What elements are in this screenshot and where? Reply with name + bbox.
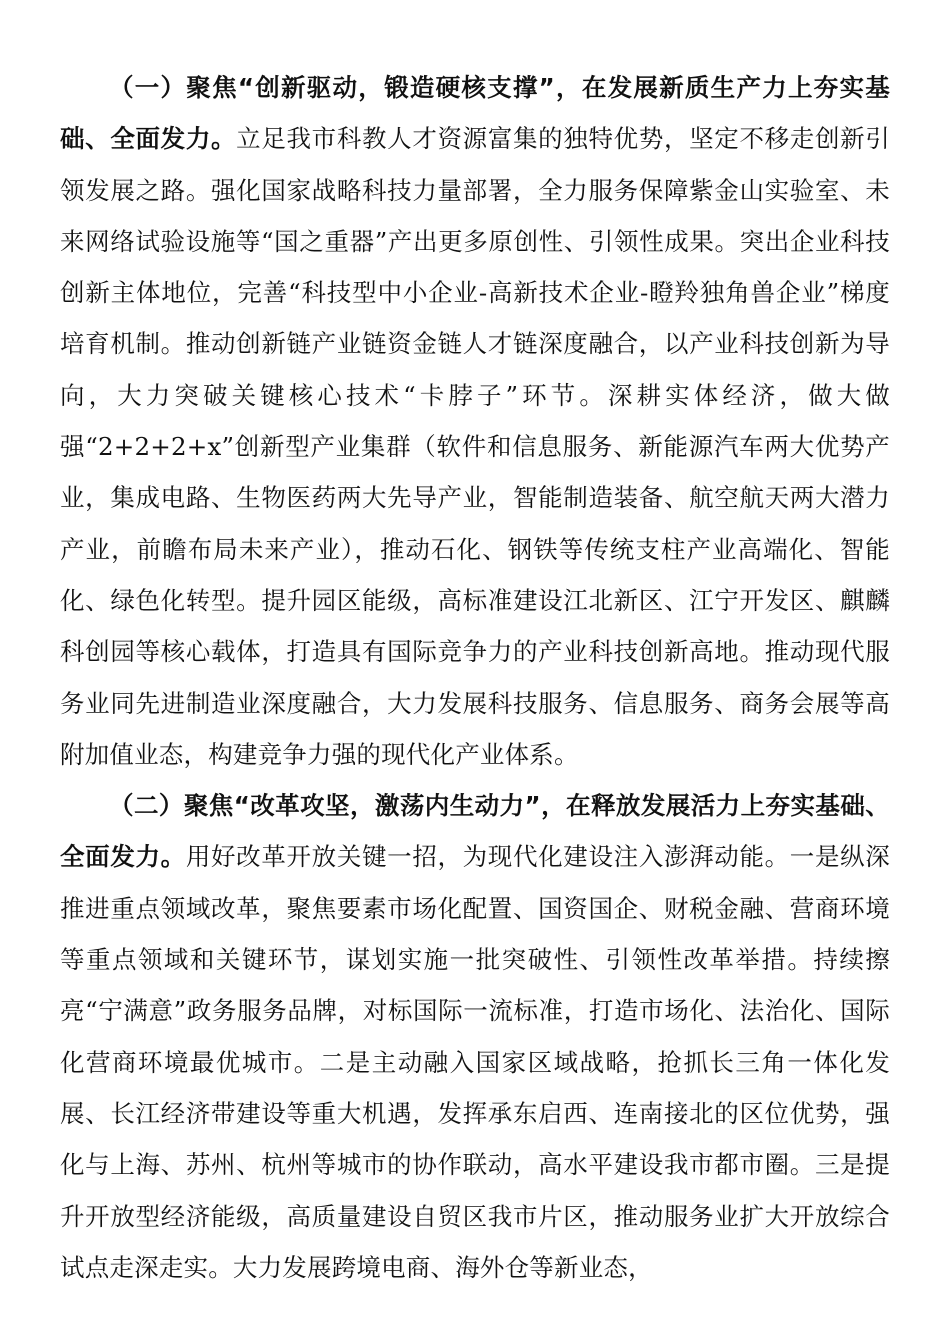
paragraph-reform xyxy=(60,780,890,1293)
paragraph-heading-reform: （二）聚焦“改革攻坚，激荡内生动力”，在释放发展活力上夯实基础、全面发力。 xyxy=(60,791,890,872)
paragraph-text-innovation: 立足我市科教人才资源富集的独特优势，坚定不移走创新引领发展之路。强化国家战略科技力量部署，全力服务保障紫金山实验室、未来网络试验设施等“国之重器”产出更多原创性、引领性成果。突出企业科技创新主体地位，完善“科技型中小企业-高新技术企业-瞪羚独角兽企业”梯度培育机制。推动创新链产业链资金链人才链深度融合，以产业科技创新为导向，大力突破关键核心技术“卡脖子”环节。深耕实体经济，做大做强“2+2+2+x”创新型产业集群（软件和信息服务、新能源汽车两大优势产业，集成电路、生物医药两大先导产业，智能制造装备、航空航天两大潜力产业，前瞻布局未来产业），推动石化、钢铁等传统支柱产业高端化、智能化、绿色化转型。提升园区能级，高标准建设江北新区、江宁开发区、麒麟科创园等核心载体，打造具有国际竞争力的产业科技创新高地。推动现代服务业同先进制造业深度融合，大力发展科技服务、信息服务、商务会展等高附加值业态，构建竞争力强的现代化产业体系。 xyxy=(60,124,891,769)
paragraph-innovation xyxy=(60,62,890,780)
paragraph-heading-innovation: （一）聚焦“创新驱动，锻造硬核支撑”，在发展新质生产力上夯实基础、全面发力。 xyxy=(60,73,890,154)
document-body xyxy=(60,62,890,1293)
paragraph-text-reform: 用好改革开放关键一招，为现代化建设注入澎湃动能。一是纵深推进重点领域改革，聚焦要素市场化配置、国资国企、财税金融、营商环境等重点领域和关键环节，谋划实施一批突破性、引领性改革举措。持续擦亮“宁满意”政务服务品牌，对标国际一流标准，打造市场化、法治化、国际化营商环境最优城市。二是主动融入国家区域战略，抢抓长三角一体化发展、长江经济带建设等重大机遇，发挥承东启西、连南接北的区位优势，强化与上海、苏州、杭州等城市的协作联动，高水平建设我市都市圈。三是提升开放型经济能级，高质量建设自贸区我市片区，推动服务业扩大开放综合试点走深走实。大力发展跨境电商、海外仓等新业态， xyxy=(60,842,890,1282)
